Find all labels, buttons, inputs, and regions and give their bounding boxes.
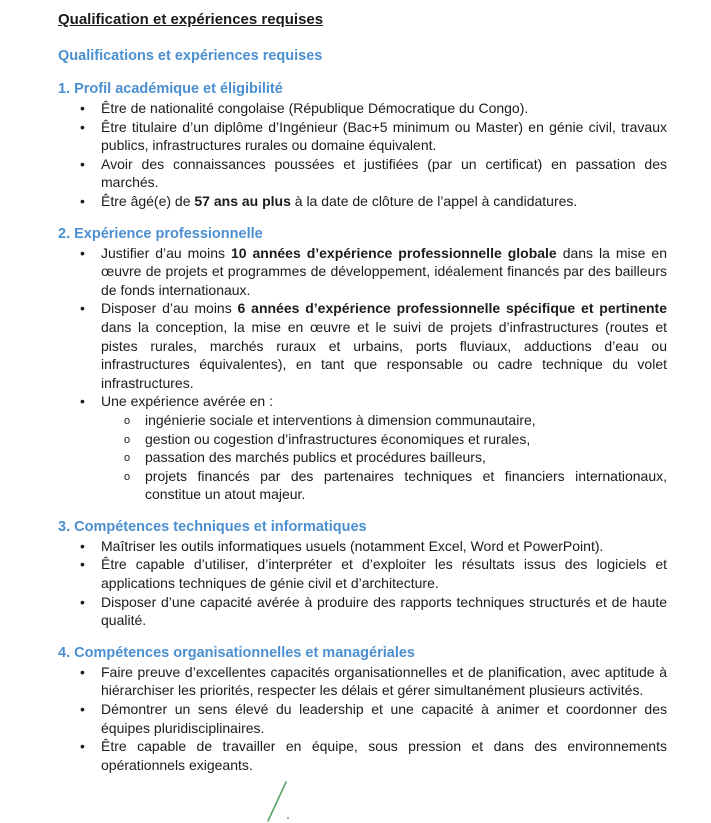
bullet-list xyxy=(58,99,667,211)
list-item: • Démontrer un sens élevé du leadership et une capacité à animer et coordonner des équipes pluridisciplinaires. xyxy=(58,700,667,737)
bullet-list xyxy=(58,537,667,630)
list-item: • Disposer d’une capacité avérée à produire des rapports techniques structurés et de haute qualité. xyxy=(58,593,667,630)
sub-list-item: o gestion ou cogestion d’infrastructures économiques et rurales, xyxy=(101,430,667,449)
section-heading: 2. Expérience professionnelle xyxy=(58,225,263,242)
sub-list-item: o ingénierie sociale et interventions à dimension communautaire, xyxy=(101,411,667,430)
section-competences-organisationnelles xyxy=(58,644,667,775)
emphasis: 6 années d’expérience professionnelle spécifique et pertinente xyxy=(237,300,667,317)
document-title: Qualification et expériences requises xyxy=(58,11,324,28)
list-item: • Être de nationalité congolaise (République Démocratique du Congo). xyxy=(58,99,667,118)
sub-list-item: o projets financés par des partenaires techniques et financiers internationaux, constitue un atout majeur. xyxy=(101,467,667,504)
list-item: • Disposer d’au moins 6 années d’expérience professionnelle spécifique et pertinente dans la conception, la mise en œuvre et le suivi de projets d’infrastructures (routes et pistes rurales, marchés ruraux et urbains, ports fluviaux, adductions d’eau ou infrastructures équivalentes), en tant que responsable ou cadre technique du volet infrastructures. xyxy=(58,299,667,392)
document-subtitle: Qualifications et expériences requises xyxy=(58,48,323,64)
section-competences-techniques xyxy=(58,518,667,630)
section-heading: 1. Profil académique et éligibilité xyxy=(58,81,283,97)
list-item: • Être capable de travailler en équipe, sous pression et dans des environnements opérationnels exigeants. xyxy=(58,737,667,774)
list-item: • Une expérience avérée en : o ingénierie sociale et interventions à dimension communautaire, o gestion ou cogestion d’infrastructures économiques et rurales, o passation des marchés publics et procédures bailleurs, o projets financés par des partenaires techniques et financiers internationaux, constitue un atout majeur. xyxy=(58,392,667,504)
bullet-list xyxy=(58,244,667,504)
emphasis: 57 ans au plus xyxy=(194,192,291,209)
bullet-list xyxy=(58,663,667,775)
section-experience-professionnelle xyxy=(58,225,667,504)
pen-stroke-mark xyxy=(262,780,292,823)
section-profil-academique xyxy=(58,80,667,211)
section-heading: 3. Compétences techniques et informatiques xyxy=(58,518,367,535)
sub-list xyxy=(101,411,667,504)
list-item: • Être âgé(e) de 57 ans au plus à la date de clôture de l’appel à candidatures. xyxy=(58,192,667,211)
list-item: • Être capable d’utiliser, d’interpréter et d’exploiter les résultats issus des logiciels et applications techniques de génie civil et d’architecture. xyxy=(58,555,667,592)
list-item: • Être titulaire d’un diplôme d’Ingénieur (Bac+5 minimum ou Master) en génie civil, travaux publics, infrastructures rurales ou domaine équivalent. xyxy=(58,118,667,155)
section-heading: 4. Compétences organisationnelles et managériales xyxy=(58,644,415,661)
sub-list-item: o passation des marchés publics et procédures bailleurs, xyxy=(101,448,667,467)
list-item: • Maîtriser les outils informatiques usuels (notamment Excel, Word et PowerPoint). xyxy=(58,537,667,556)
emphasis: 10 années d’expérience professionnelle globale xyxy=(230,244,557,261)
list-item: • Faire preuve d’excellentes capacités organisationnelles et de planification, avec aptitude à hiérarchiser les priorités, respecter les délais et gérer simultanément plusieurs activités. xyxy=(58,663,667,700)
list-item: • Avoir des connaissances poussées et justifiées (par un certificat) en passation des marchés. xyxy=(58,155,667,192)
list-item: • Justifier d’au moins 10 années d’expérience professionnelle globale dans la mise en œuvre de projets et programmes de développement, idéalement financés par des bailleurs de fonds internationaux. xyxy=(58,244,667,300)
